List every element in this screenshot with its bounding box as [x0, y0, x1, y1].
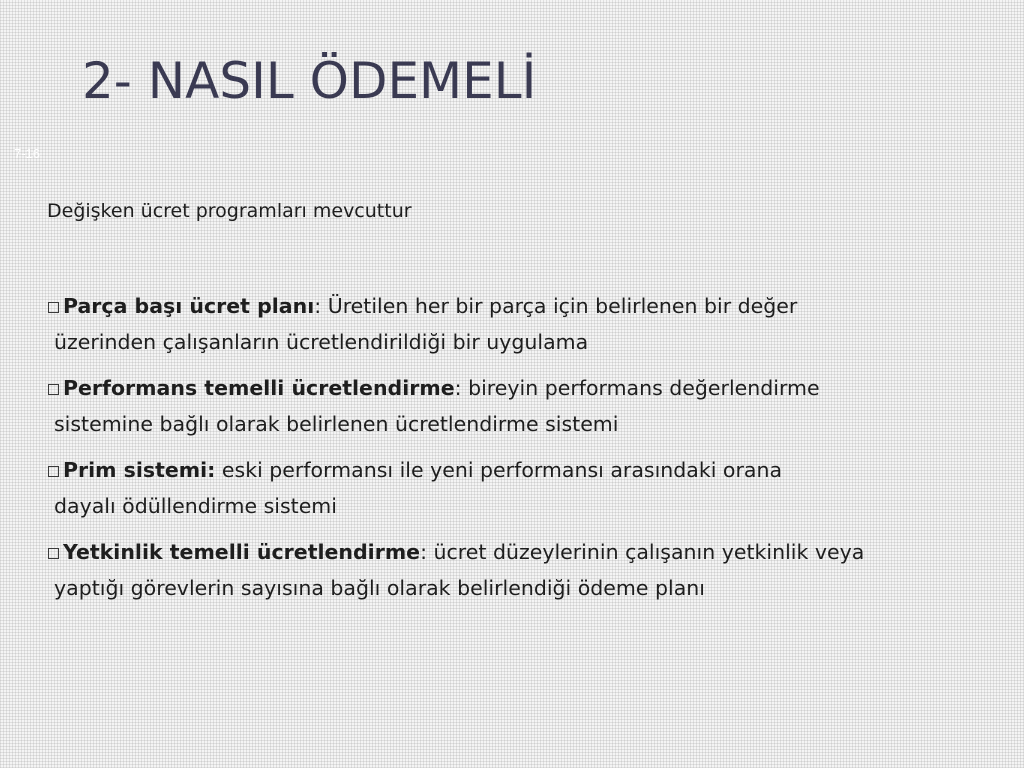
bullet-text — [54, 534, 976, 606]
square-bullet-icon — [48, 548, 59, 559]
bullet-description-1: Üretilen her bir parça için belirlenen bir değer — [321, 294, 798, 318]
bullet-line-2: sistemine bağlı olarak belirlenen ücretlendirme sistemi — [54, 412, 619, 436]
bullet-item-prim — [46, 452, 976, 524]
bullet-description-1: eski performansı ile yeni performansı arasındaki orana — [215, 458, 783, 482]
bullet-line-2: yaptığı görevlerin sayısına bağlı olarak belirlendiği ödeme planı — [54, 576, 705, 600]
bullet-line-2: üzerinden çalışanların ücretlendirildiği bir uygulama — [54, 330, 589, 354]
bullet-item-yetkinlik — [46, 534, 976, 606]
square-bullet-icon — [48, 466, 59, 477]
bullet-text — [54, 452, 976, 524]
bullet-text — [54, 288, 976, 360]
bullet-separator: : — [314, 294, 322, 318]
square-bullet-icon — [48, 384, 59, 395]
intro-text: Değişken ücret programları mevcuttur — [47, 200, 412, 222]
slide-number: 7-16 — [14, 146, 41, 161]
bullet-description-1: ücret düzeylerinin çalışanın yetkinlik veya — [427, 540, 865, 564]
bullet-list — [46, 288, 976, 616]
bullet-separator: : — [454, 376, 462, 400]
bullet-line-1 — [63, 370, 976, 406]
bullet-line-1 — [63, 288, 976, 324]
bullet-line-1 — [63, 534, 976, 570]
bullet-line-2: dayalı ödüllendirme sistemi — [54, 494, 337, 518]
bullet-item-performans — [46, 370, 976, 442]
bullet-item-parca-basi — [46, 288, 976, 360]
bullet-text — [54, 370, 976, 442]
bullet-term: Parça başı ücret planı — [63, 294, 315, 318]
bullet-term: Yetkinlik temelli ücretlendirme — [63, 540, 421, 564]
bullet-term: Prim sistemi: — [63, 458, 216, 482]
bullet-term: Performans temelli ücretlendirme — [63, 376, 455, 400]
square-bullet-icon — [48, 302, 59, 313]
slide-title: 2- NASIL ÖDEMELİ — [82, 52, 537, 110]
bullet-separator: : — [420, 540, 428, 564]
bullet-line-1 — [63, 452, 976, 488]
bullet-description-1: bireyin performans değerlendirme — [461, 376, 820, 400]
